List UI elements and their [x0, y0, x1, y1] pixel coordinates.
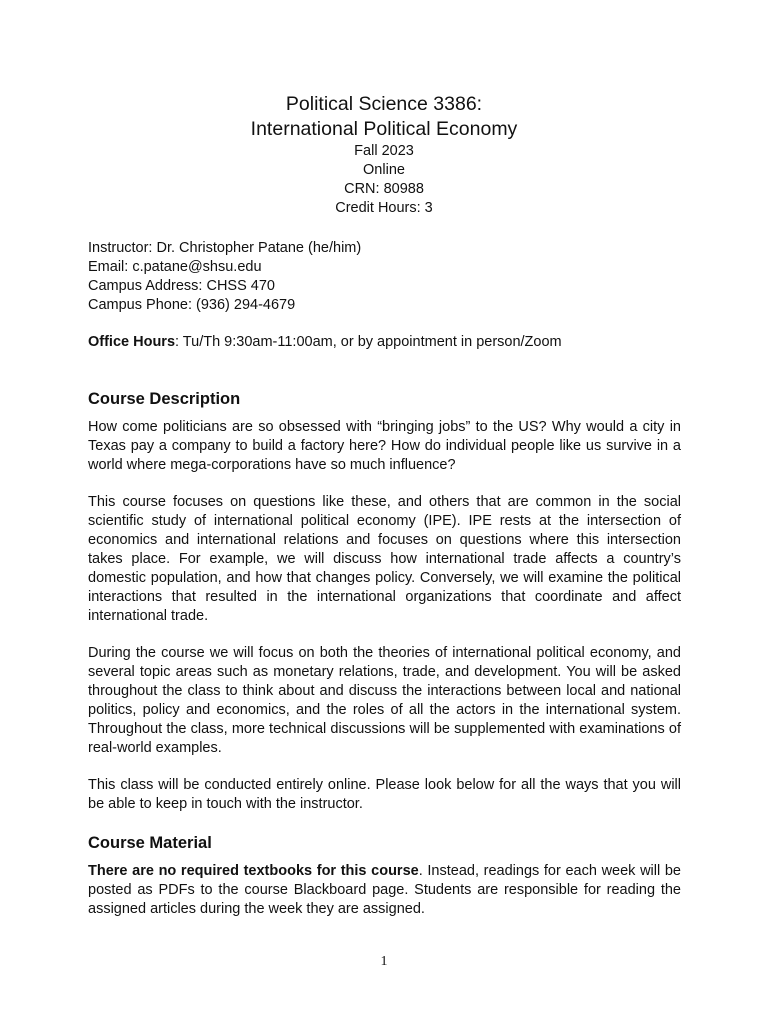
course-description-heading: Course Description	[88, 389, 241, 408]
office-hours-label: Office Hours	[88, 334, 176, 350]
syllabus-header	[0, 92, 768, 218]
course-title-name: International Political Economy	[250, 118, 518, 140]
course-crn: CRN: 80988	[344, 181, 424, 197]
course-description-paragraph-3: During the course we will focus on both the theories of international political economy, and several topic areas such as monetary relations, trade, and development. You will be asked throughout the class to think about and discuss the interactions between local and national politics, policy and economics, and the roles of all the actors in the international system. Throughout the class, more technical discussions will be supplemented with examinations of real-world examples.	[88, 644, 681, 756]
page-number: 1	[380, 954, 388, 969]
office-hours-text: : Tu/Th 9:30am-11:00am, or by appointment in person/Zoom	[175, 334, 562, 350]
course-credit-hours: Credit Hours: 3	[335, 200, 433, 216]
instructor-address: Campus Address: CHSS 470	[88, 278, 275, 294]
course-material-heading: Course Material	[88, 833, 212, 852]
course-description-paragraph-1: How come politicians are so obsessed with “bringing jobs” to the US? Why would a city in Texas pay a company to build a factory here? How do individual people like us survive in a world where mega-corporations have so much influence?	[88, 418, 681, 473]
instructor-phone: Campus Phone: (936) 294-4679	[88, 297, 296, 313]
course-material-text: . Instead, readings for each week will be posted as PDFs to the course Blackboard page. Students are responsible for reading the assigned articles during the week they are assigned.	[88, 862, 681, 917]
course-term: Fall 2023	[354, 143, 414, 159]
course-material-bold-lead: There are no required textbooks for this course	[88, 862, 419, 879]
syllabus-body	[88, 239, 681, 919]
course-title-number: Political Science 3386:	[285, 93, 483, 115]
course-material-paragraph	[88, 862, 681, 919]
instructor-name: Instructor: Dr. Christopher Patane (he/him)	[88, 240, 362, 256]
instructor-email: Email: c.patane@shsu.edu	[88, 259, 262, 275]
course-modality: Online	[363, 162, 405, 178]
office-hours	[88, 333, 681, 352]
instructor-info	[88, 239, 681, 315]
course-description-paragraph-4: This class will be conducted entirely online. Please look below for all the ways that you will be able to keep in touch with the instructor.	[88, 776, 681, 812]
course-description-paragraph-2: This course focuses on questions like these, and others that are common in the social scientific study of international political economy (IPE). IPE rests at the intersection of economics and international relations and focuses on questions where this intersection takes place. For example, we will discuss how international trade affects a country’s domestic population, and how that changes policy. Conversely, we will examine the political interactions that resulted in the international organizations that coordinate and affect international trade.	[88, 493, 681, 624]
